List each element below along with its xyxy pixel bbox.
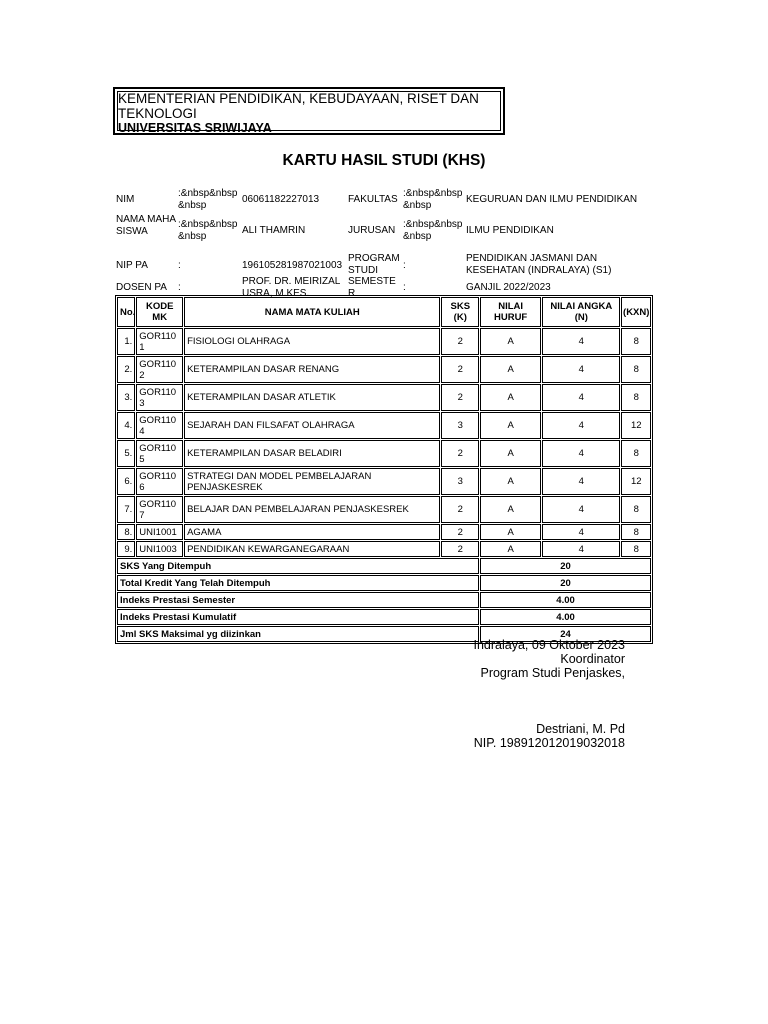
row-nama: BELAJAR DAN PEMBELAJARAN PENJASKESREK [184,496,440,523]
row-no: 2. [117,356,135,383]
semester-label: SEMESTER [348,276,396,299]
row-angka: 4 [542,541,620,557]
row-no: 9. [117,541,135,557]
signatory-name: Destriani, M. Pd [536,722,625,736]
row-angka: 4 [542,496,620,523]
row-kxn: 8 [621,328,651,355]
summary-value: 4.00 [480,592,651,608]
row-kxn: 8 [621,541,651,557]
row-huruf: A [480,541,541,557]
row-kxn: 8 [621,440,651,467]
row-no: 5. [117,440,135,467]
nama-value: ALI THAMRIN [242,225,306,236]
row-nama: STRATEGI DAN MODEL PEMBELAJARAN PENJASKESREK [184,468,440,495]
row-nama: AGAMA [184,524,440,540]
row-kxn: 8 [621,384,651,411]
semester-separator: : [403,282,406,293]
table-row [117,524,651,540]
row-kxn: 8 [621,524,651,540]
row-angka: 4 [542,468,620,495]
nip-pa-separator: : [178,260,181,271]
row-kxn: 12 [621,468,651,495]
col-header-sks: SKS (K) [441,297,479,327]
nama-label: NAMA MAHASISWA [116,214,177,237]
jurusan-separator: :&nbsp&nbsp&nbsp [403,219,463,242]
row-angka: 4 [542,328,620,355]
ministry-name: KEMENTERIAN PENDIDIKAN, KEBUDAYAAN, RISET DAN TEKNOLOGI [118,91,479,121]
summary-label: Indeks Prestasi Kumulatif [117,609,479,625]
summary-row-sks [117,558,651,574]
document-title: KARTU HASIL STUDI (KHS) [282,152,486,169]
row-kode: GOR1106 [136,468,183,495]
row-angka: 4 [542,384,620,411]
row-sks: 2 [441,384,479,411]
summary-label: SKS Yang Ditempuh [117,558,479,574]
info-row-nip-pa [113,249,653,274]
row-kode: UNI1003 [136,541,183,557]
summary-value: 20 [480,558,651,574]
grades-table [115,295,653,644]
summary-value: 24 [480,626,651,642]
col-header-kxn: (KXN) [621,297,651,327]
row-nama: KETERAMPILAN DASAR BELADIRI [184,440,440,467]
dosen-label: DOSEN PA [116,282,167,293]
summary-value: 4.00 [480,609,651,625]
row-sks: 2 [441,356,479,383]
semester-value: GANJIL 2022/2023 [466,282,551,293]
nip-pa-value: 196105281987021003 [242,260,343,271]
summary-row-ipk [117,609,651,625]
prodi-value: PENDIDIKAN JASMANI DAN KESEHATAN (INDRALAYA) (S1) [466,253,612,276]
row-kode: GOR1105 [136,440,183,467]
fakultas-separator: :&nbsp&nbsp&nbsp [403,188,463,211]
dosen-separator: : [178,282,181,293]
row-nama: KETERAMPILAN DASAR ATLETIK [184,384,440,411]
col-header-kode: KODE MK [136,297,183,327]
table-row [117,440,651,467]
table-row [117,541,651,557]
col-header-huruf: NILAI HURUF [480,297,541,327]
row-sks: 2 [441,524,479,540]
nim-separator: :&nbsp&nbsp&nbsp [178,188,238,211]
row-nama: PENDIDIKAN KEWARGANEGARAAN [184,541,440,557]
row-no: 3. [117,384,135,411]
prodi-separator: : [403,260,406,271]
dosen-value: PROF. DR. MEIRIZAL USRA, M.KES. [242,276,340,299]
summary-row-ips [117,592,651,608]
table-row [117,468,651,495]
table-header-row [117,297,651,327]
row-no: 8. [117,524,135,540]
student-info [113,185,653,300]
row-no: 1. [117,328,135,355]
signature-place-date: Indralaya, 09 Oktober 2023 [473,638,625,652]
row-nama: FISIOLOGI OLAHRAGA [184,328,440,355]
summary-label: Total Kredit Yang Telah Ditempuh [117,575,479,591]
row-kode: GOR1102 [136,356,183,383]
row-kode: GOR1101 [136,328,183,355]
row-angka: 4 [542,440,620,467]
col-header-nama: NAMA MATA KULIAH [184,297,440,327]
institution-header [113,87,505,135]
row-huruf: A [480,412,541,439]
row-nama: KETERAMPILAN DASAR RENANG [184,356,440,383]
table-row [117,412,651,439]
summary-label: Indeks Prestasi Semester [117,592,479,608]
jurusan-value: ILMU PENDIDIKAN [466,225,554,236]
nim-label: NIM [116,194,135,205]
row-kode: GOR1107 [136,496,183,523]
row-sks: 2 [441,440,479,467]
row-angka: 4 [542,356,620,383]
fakultas-value: KEGURUAN DAN ILMU PENDIDIKAN [466,194,638,205]
info-row-nim [113,185,653,214]
nim-value: 06061182227013 [242,194,320,205]
row-sks: 2 [441,541,479,557]
row-sks: 3 [441,412,479,439]
col-header-no: No. [117,297,135,327]
table-row [117,496,651,523]
row-huruf: A [480,524,541,540]
row-huruf: A [480,328,541,355]
row-kode: UNI1001 [136,524,183,540]
signature-role: Koordinator [560,652,625,666]
row-huruf: A [480,384,541,411]
nip-pa-label: NIP PA [116,260,148,271]
row-kxn: 8 [621,496,651,523]
fakultas-label: FAKULTAS [348,194,398,205]
row-angka: 4 [542,412,620,439]
row-no: 7. [117,496,135,523]
university-name: UNIVERSITAS SRIWIJAYA [118,121,272,135]
row-angka: 4 [542,524,620,540]
table-row [117,384,651,411]
row-sks: 3 [441,468,479,495]
row-kxn: 12 [621,412,651,439]
jurusan-label: JURUSAN [348,225,396,236]
row-huruf: A [480,468,541,495]
nama-separator: :&nbsp&nbsp&nbsp [178,219,238,242]
summary-label: Jml SKS Maksimal yg diizinkan [117,626,479,642]
signature-program: Program Studi Penjaskes, [480,666,625,680]
row-sks: 2 [441,328,479,355]
col-header-angka: NILAI ANGKA (N) [542,297,620,327]
row-huruf: A [480,496,541,523]
info-row-nama [113,214,653,249]
row-huruf: A [480,356,541,383]
prodi-label: PROGRAM STUDI [348,253,400,276]
signatory-nip: NIP. 198912012019032018 [473,736,625,750]
row-huruf: A [480,440,541,467]
summary-value: 20 [480,575,651,591]
row-no: 6. [117,468,135,495]
table-row [117,328,651,355]
row-sks: 2 [441,496,479,523]
row-kode: GOR1104 [136,412,183,439]
table-row [117,356,651,383]
row-no: 4. [117,412,135,439]
row-kode: GOR1103 [136,384,183,411]
row-kxn: 8 [621,356,651,383]
row-nama: SEJARAH DAN FILSAFAT OLAHRAGA [184,412,440,439]
summary-row-total-kredit [117,575,651,591]
